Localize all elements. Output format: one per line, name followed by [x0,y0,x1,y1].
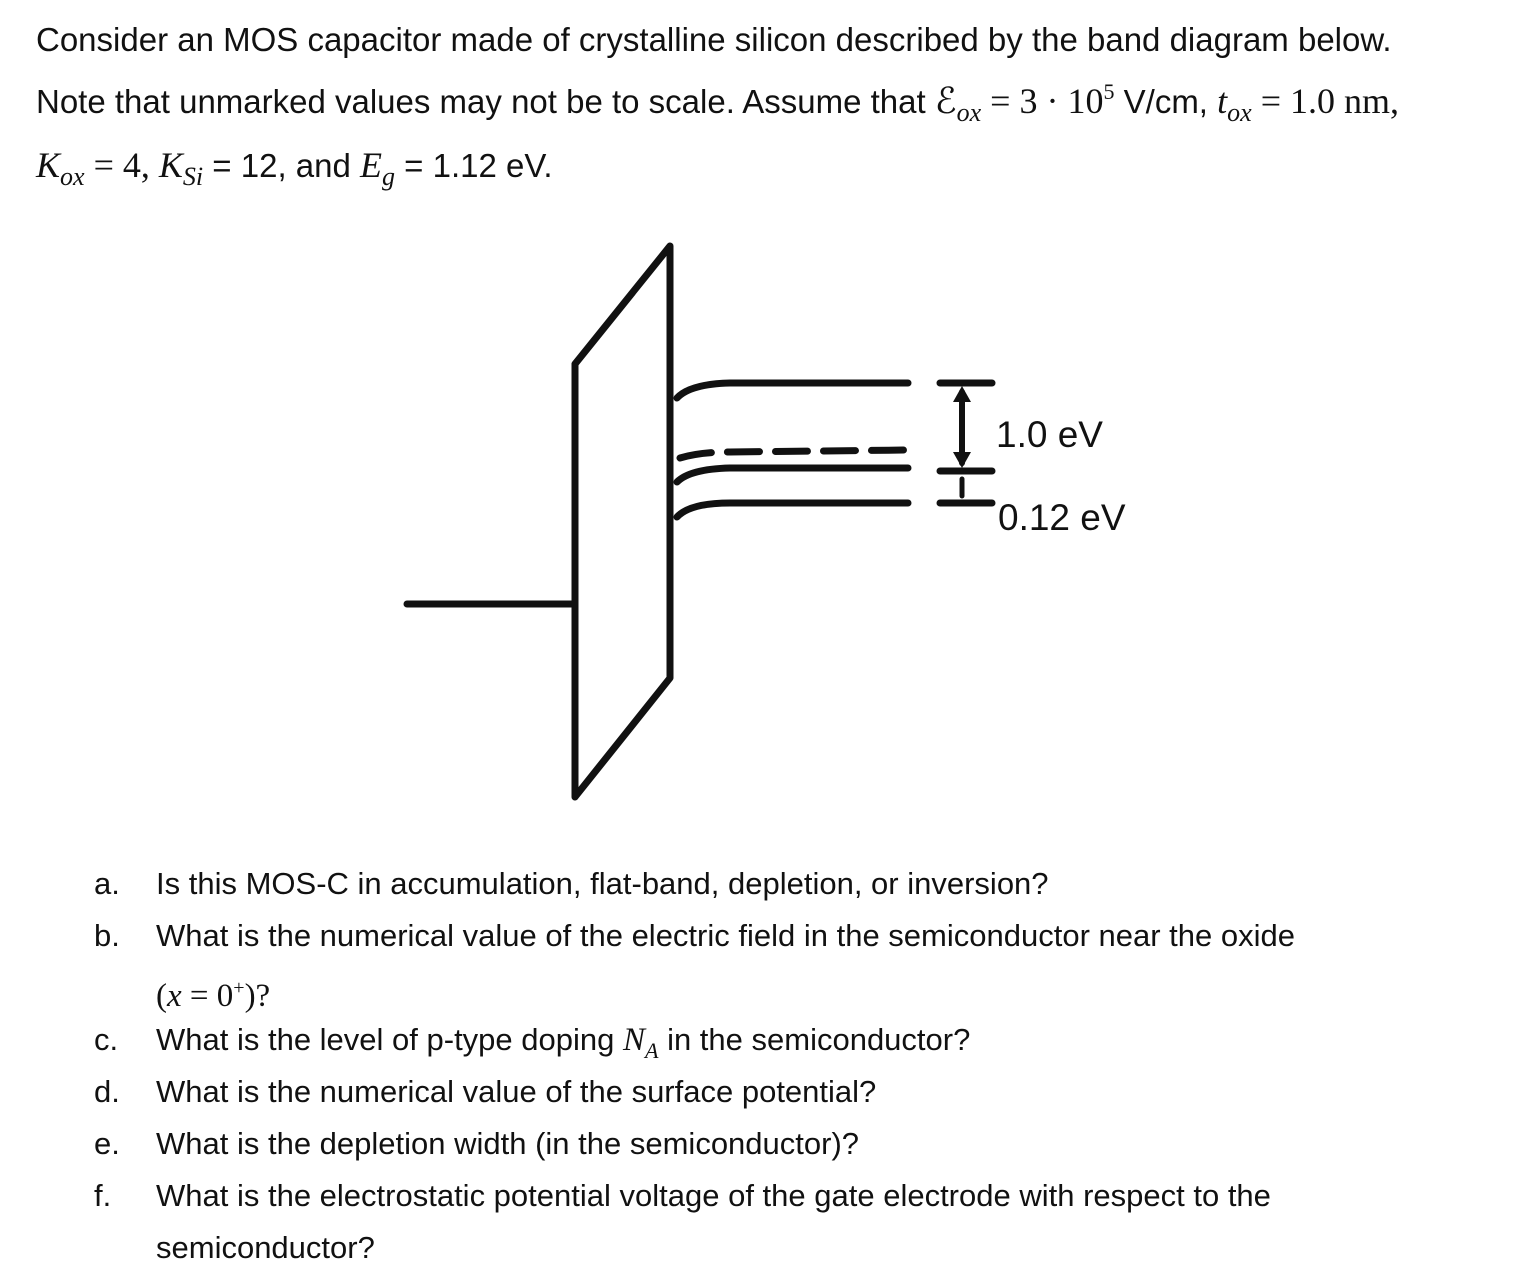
arrow-up-head [953,386,971,402]
tox-symbol: t [1217,81,1228,121]
intro-line-3: $K_{ox} = 4$, $K_{Si} = 12$, and $E_g = 1.12$ eV. [36,145,553,191]
ksi-symbol: K [158,145,183,185]
intro-line-2: Note that unmarked values may not be to scale. Assume that ℰ$_{ox}$ = $3 \cdot 10^5$ V/cm, $t_{ox} = 1.0$ nm, [36,79,1400,127]
valence-band [677,503,908,517]
intro-line-1: Consider an MOS capacitor made of crystalline silicon described by the band diagram below. [36,21,1392,58]
kox-symbol: K [36,145,61,185]
fermi-level-dashed [680,450,908,458]
eg-symbol: E [360,145,383,185]
intrinsic-level [677,468,908,482]
energy-label-top: 1.0 eV [996,414,1103,455]
oxide-band [575,246,670,797]
field-symbol: ℰ [934,81,957,121]
conduction-band [677,383,908,398]
energy-label-bottom: 0.12 eV [998,497,1126,538]
arrow-down-head [953,452,971,468]
